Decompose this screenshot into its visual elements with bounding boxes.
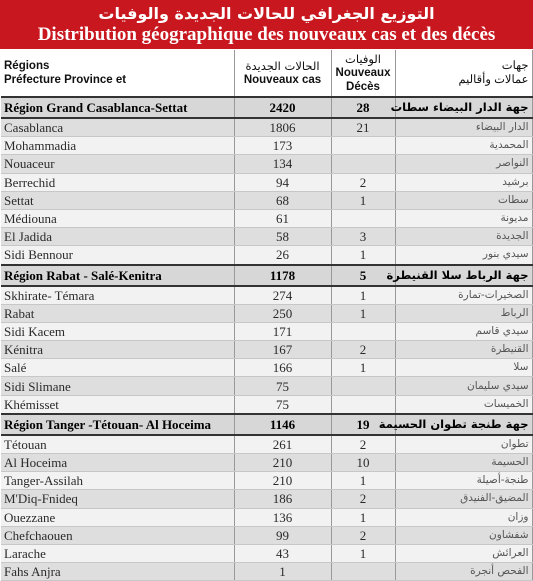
province-name: El Jadida: [1, 228, 234, 246]
region-cases: 2420: [234, 97, 331, 118]
province-deaths: 2: [331, 435, 395, 454]
distribution-table: [1, 50, 533, 581]
table-row: [1, 118, 532, 137]
table-row: [1, 191, 532, 209]
province-deaths: 2: [331, 490, 395, 508]
province-name-arabic: الفحص أنجرة: [395, 563, 532, 581]
province-deaths: 1: [331, 472, 395, 490]
province-cases: 136: [234, 508, 331, 526]
table-row: [1, 395, 532, 414]
table-row: [1, 304, 532, 322]
province-name: Mohammadia: [1, 137, 234, 155]
province-name-arabic: تطوان: [395, 435, 532, 454]
header-arabic-regions: جهات عمالات وأقاليم: [395, 50, 532, 97]
province-cases: 75: [234, 377, 331, 395]
region-row: [1, 265, 532, 286]
province-name: Sidi Slimane: [1, 377, 234, 395]
province-name: Casablanca: [1, 118, 234, 137]
province-name: Médiouna: [1, 209, 234, 227]
province-cases: 68: [234, 191, 331, 209]
province-name-arabic: الخميسات: [395, 395, 532, 414]
table-row: [1, 526, 532, 544]
province-name-arabic: الدار البيضاء: [395, 118, 532, 137]
province-name: Larache: [1, 544, 234, 562]
province-name: Tétouan: [1, 435, 234, 454]
province-deaths: [331, 155, 395, 173]
province-name: Kénitra: [1, 341, 234, 359]
province-deaths: 21: [331, 118, 395, 137]
province-deaths: 2: [331, 526, 395, 544]
province-name: Tanger-Assilah: [1, 472, 234, 490]
province-deaths: [331, 395, 395, 414]
province-name: Settat: [1, 191, 234, 209]
province-deaths: 1: [331, 246, 395, 265]
province-cases: 274: [234, 286, 331, 305]
region-name: Région Rabat - Salé-Kenitra: [1, 265, 234, 286]
province-cases: 173: [234, 137, 331, 155]
province-name: Chefchaouen: [1, 526, 234, 544]
province-name-arabic: سطات: [395, 191, 532, 209]
title-french: Distribution géographique des nouveaux cas et des décès: [37, 24, 496, 45]
province-cases: 210: [234, 472, 331, 490]
region-name-arabic: جهة الدار البيضاء سطات: [395, 97, 532, 118]
table-row: [1, 472, 532, 490]
province-name-arabic: المحمدية: [395, 137, 532, 155]
region-cases: 1146: [234, 414, 331, 435]
province-deaths: [331, 137, 395, 155]
province-name: Khémisset: [1, 395, 234, 414]
province-name: Al Hoceima: [1, 454, 234, 472]
region-name-arabic: جهة طنجة تطوان الحسيمة: [395, 414, 532, 435]
province-name: Fahs Anjra: [1, 563, 234, 581]
province-cases: 26: [234, 246, 331, 265]
title-banner: [0, 0, 533, 49]
province-name-arabic: طنجة-أصيلة: [395, 472, 532, 490]
province-name-arabic: القنيطرة: [395, 341, 532, 359]
province-cases: 58: [234, 228, 331, 246]
province-cases: 99: [234, 526, 331, 544]
province-deaths: 1: [331, 191, 395, 209]
table-row: [1, 359, 532, 377]
province-cases: 210: [234, 454, 331, 472]
province-name-arabic: شفشاون: [395, 526, 532, 544]
table-row: [1, 322, 532, 340]
province-cases: 94: [234, 173, 331, 191]
header-new-cases: الحالات الجديدة Nouveaux cas: [234, 50, 331, 97]
province-deaths: [331, 377, 395, 395]
province-name-arabic: سيدي سليمان: [395, 377, 532, 395]
province-name: Skhirate- Témara: [1, 286, 234, 305]
province-name: Salé: [1, 359, 234, 377]
region-name: Région Grand Casablanca-Settat: [1, 97, 234, 118]
province-cases: 167: [234, 341, 331, 359]
province-name: Rabat: [1, 304, 234, 322]
province-name: Nouaceur: [1, 155, 234, 173]
table-row: [1, 286, 532, 305]
table-row: [1, 173, 532, 191]
province-name-arabic: سيدي قاسم: [395, 322, 532, 340]
table-header-row: [1, 50, 532, 97]
region-name: Région Tanger -Tétouan- Al Hoceima: [1, 414, 234, 435]
table-row: [1, 246, 532, 265]
province-cases: 261: [234, 435, 331, 454]
province-deaths: 1: [331, 359, 395, 377]
province-name-arabic: النواصر: [395, 155, 532, 173]
province-name-arabic: العرائش: [395, 544, 532, 562]
region-row: [1, 97, 532, 118]
province-deaths: [331, 563, 395, 581]
province-deaths: 1: [331, 508, 395, 526]
province-deaths: 1: [331, 286, 395, 305]
province-name: Sidi Bennour: [1, 246, 234, 265]
province-name-arabic: الجديدة: [395, 228, 532, 246]
province-name-arabic: سيدي بنور: [395, 246, 532, 265]
region-cases: 1178: [234, 265, 331, 286]
province-cases: 1806: [234, 118, 331, 137]
province-deaths: 2: [331, 173, 395, 191]
region-name-arabic: جهة الرباط سلا القنيطرة: [395, 265, 532, 286]
province-name: Berrechid: [1, 173, 234, 191]
province-deaths: [331, 322, 395, 340]
province-name: Sidi Kacem: [1, 322, 234, 340]
province-deaths: 2: [331, 341, 395, 359]
table-row: [1, 341, 532, 359]
province-name-arabic: مديونة: [395, 209, 532, 227]
region-deaths: 5: [331, 265, 395, 286]
province-cases: 1: [234, 563, 331, 581]
table-row: [1, 377, 532, 395]
province-deaths: 3: [331, 228, 395, 246]
header-new-deaths: الوفيات Nouveaux Décès: [331, 50, 395, 97]
title-arabic: التوزيع الجغرافي للحالات الجديدة والوفيات: [98, 4, 435, 23]
table-row: [1, 209, 532, 227]
region-row: [1, 414, 532, 435]
province-cases: 250: [234, 304, 331, 322]
province-name: Ouezzane: [1, 508, 234, 526]
table-row: [1, 435, 532, 454]
province-cases: 171: [234, 322, 331, 340]
table-row: [1, 137, 532, 155]
region-deaths: 19: [331, 414, 395, 435]
province-name-arabic: الرباط: [395, 304, 532, 322]
table-row: [1, 228, 532, 246]
province-name: M'Diq-Fnideq: [1, 490, 234, 508]
table-row: [1, 454, 532, 472]
province-cases: 61: [234, 209, 331, 227]
province-cases: 43: [234, 544, 331, 562]
header-regions: Régions Préfecture Province et: [1, 50, 234, 97]
province-name-arabic: الصخيرات-تمارة: [395, 286, 532, 305]
table-row: [1, 563, 532, 581]
province-cases: 134: [234, 155, 331, 173]
province-deaths: 1: [331, 544, 395, 562]
province-cases: 166: [234, 359, 331, 377]
table-row: [1, 544, 532, 562]
table-row: [1, 155, 532, 173]
province-name-arabic: وزان: [395, 508, 532, 526]
province-deaths: 10: [331, 454, 395, 472]
region-deaths: 28: [331, 97, 395, 118]
province-deaths: 1: [331, 304, 395, 322]
province-name-arabic: الحسيمة: [395, 454, 532, 472]
table-row: [1, 508, 532, 526]
province-cases: 186: [234, 490, 331, 508]
province-deaths: [331, 209, 395, 227]
province-cases: 75: [234, 395, 331, 414]
province-name-arabic: برشيد: [395, 173, 532, 191]
province-name-arabic: سلا: [395, 359, 532, 377]
table-row: [1, 490, 532, 508]
province-name-arabic: المضيق-الفنيدق: [395, 490, 532, 508]
